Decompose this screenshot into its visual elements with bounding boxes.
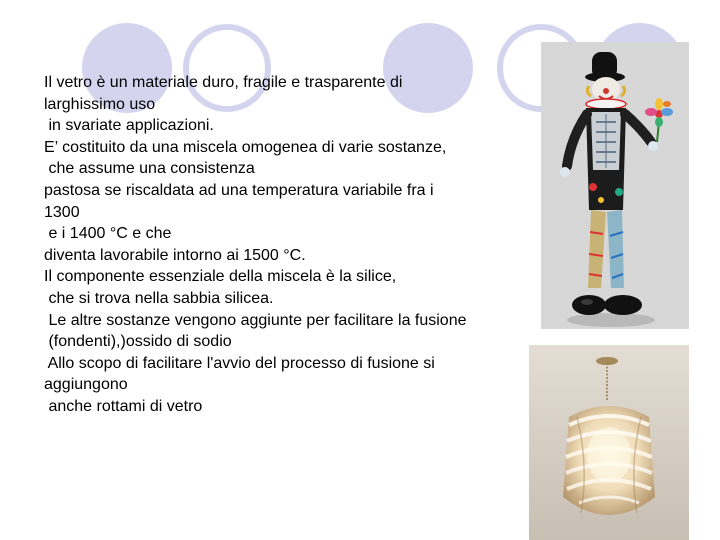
text-line: che assume una consistenza — [44, 160, 255, 178]
text-line: Il vetro è un materiale duro, fragile e trasparente di — [44, 74, 403, 91]
glass-clown-figurine-image — [541, 42, 689, 329]
text-line: aggiungono — [44, 376, 128, 394]
text-line: anche rottami di vetro — [44, 397, 203, 415]
text-line: e i 1400 °C e che — [44, 225, 172, 243]
text-line: Il componente essenziale della miscela è la silice, — [44, 268, 397, 286]
text-line: che si trova nella sabbia silicea. — [44, 289, 274, 307]
text-line: pastosa se riscaldata ad una temperatura variabile fra i — [44, 181, 434, 199]
text-line: in svariate applicazioni. — [44, 117, 214, 135]
glass-chandelier-image — [529, 345, 689, 540]
text-line: Allo scopo di facilitare l'avvio del processo di fusione si — [44, 354, 435, 372]
text-line: larghissimo uso — [44, 95, 156, 113]
slide-body-text — [44, 72, 534, 418]
text-line: Le altre sostanze vengono aggiunte per facilitare la fusione — [44, 311, 467, 329]
text-line: E’ costituito da una miscela omogenea di varie sostanze, — [44, 138, 447, 156]
text-line: diventa lavorabile intorno ai 1500 °C. — [44, 246, 306, 264]
text-line: 1300 — [44, 203, 80, 221]
text-line: (fondenti),)ossido di sodio — [44, 333, 232, 351]
